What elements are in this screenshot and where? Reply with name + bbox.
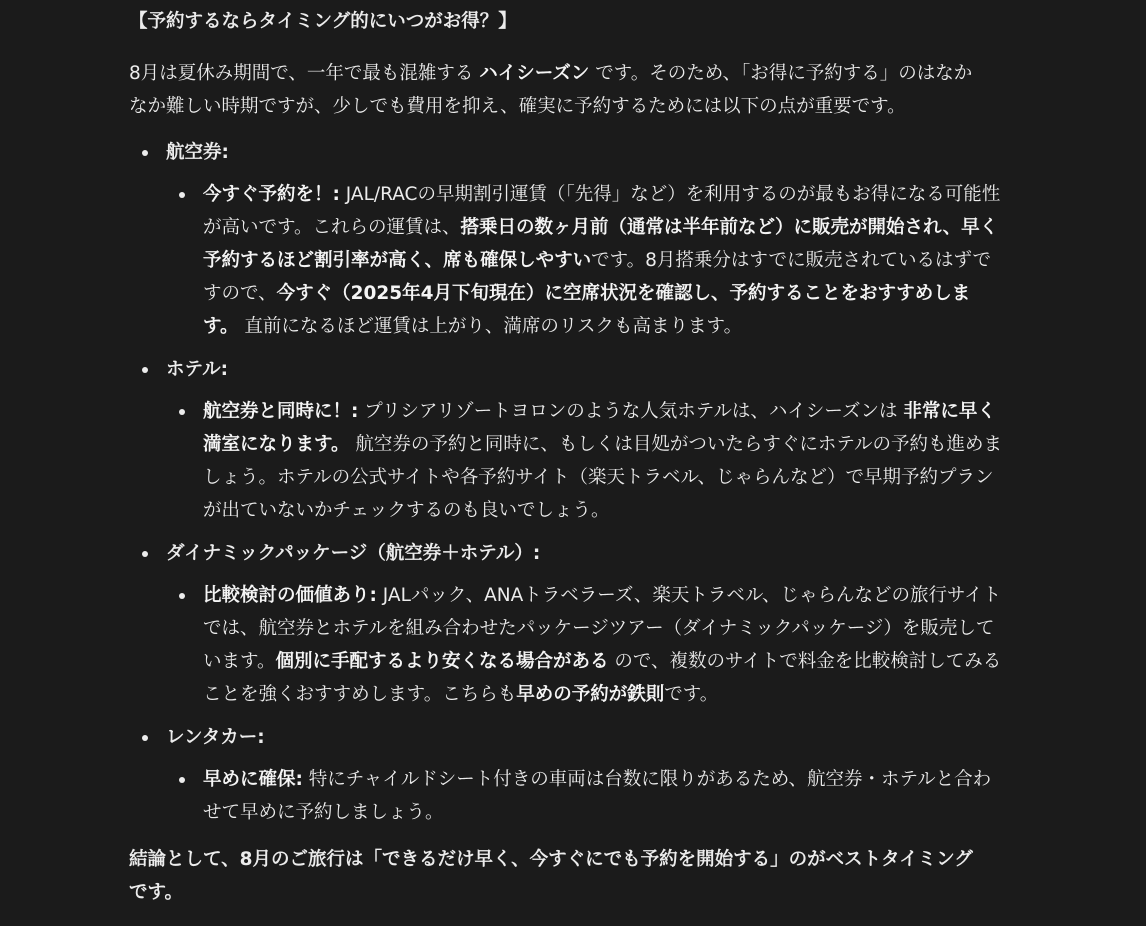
bold-text: 今すぐ（2025年4月下旬現在）に空席状況を確認し、予約することをおすすめします。 [203,283,971,337]
chat-message-content [129,5,1002,909]
sub-list [166,579,1002,711]
sub-list-item [166,763,1005,829]
bold-text: 搭乗日の数ヶ月前（通常は半年前など）に販売が開始され、早く予約するほど割引率が高く、席も確保しやすい [203,217,999,271]
intro-text: です。そのため、「お得に予約する」のはなかなか難しい時期ですが、少しでも費用を抑え、確実に予約するためには以下の点が重要です。 [129,63,973,117]
sub-list-item [166,395,1005,527]
bold-text: 非常に早く満室になります。 [203,401,996,455]
body-text: ので、複数のサイトで料金を比較検討してみることを強くおすすめします。こちらも [203,651,1002,705]
sub-list [166,763,992,829]
conclusion-paragraph: 結論として、8月のご旅行は「できるだけ早く、今すぐにでも予約を開始する」のがベストタイミングです。 [129,849,973,903]
list-item-rental-car [129,721,992,829]
sub-list-item [166,579,1005,711]
list-item-label: レンタカー: [166,727,265,748]
intro-paragraph [129,57,979,123]
intro-text: 8月は夏休み期間で、一年で最も混雑する [129,63,480,84]
body-text: プリシアリゾートヨロンのような人気ホテルは、ハイシーズンは [358,401,904,422]
tips-list [129,136,1002,829]
body-text: 特にチャイルドシート付きの車両は台数に限りがあるため、航空券・ホテルと合わせて早めに予約しましょう。 [203,769,992,823]
bold-text: 航空券と同時に！: [203,401,359,422]
list-item-label: 航空券: [166,142,229,163]
sub-list-item [166,178,1005,343]
sub-list [166,395,1002,527]
bold-text: 今すぐ予約を！: [203,184,340,205]
sub-list [166,178,1001,343]
intro-bold: ハイシーズン [479,63,590,84]
bold-text: 個別に手配するより安くなる場合がある [275,651,609,672]
body-text: JALパック、ANAトラベラーズ、楽天トラベル、じゃらんなどの旅行サイトでは、航空券とホテルを組み合わせたパッケージツアー（ダイナミックパッケージ）を販売しています。 [203,585,1002,672]
list-item-label: ホテル: [166,359,228,380]
body-text: 直前になるほど運賃は上がり、満席のリスクも高まります。 [238,316,743,337]
body-text: 航空券の予約と同時に、もしくは目処がついたらすぐにホテルの予約も進めましょう。ホテルの公式サイトや各予約サイト（楽天トラベル、じゃらんなど）で早期予約プランが出ていないかチェックするのも良いでしょう。 [203,434,1002,521]
section-heading: 【予約するならタイミング的にいつがお得？】 [129,11,517,32]
body-text: です。8月搭乗分はすでに販売されているはずですので、 [203,250,992,304]
bold-text: 早めに確保: [203,769,303,790]
bold-text: 早めの予約が鉄則 [516,684,665,705]
list-item-label: ダイナミックパッケージ（航空券＋ホテル）: [166,543,541,564]
list-item-package [129,537,1002,711]
body-text: です。 [664,684,719,705]
bold-text: 比較検討の価値あり: [203,585,377,606]
body-text: JAL/RACの早期割引運賃（「先得」など）を利用するのが最もお得になる可能性が高いです。これらの運賃は、 [203,184,1001,238]
list-item-hotel [129,353,1002,527]
list-item-flight [129,136,1001,343]
